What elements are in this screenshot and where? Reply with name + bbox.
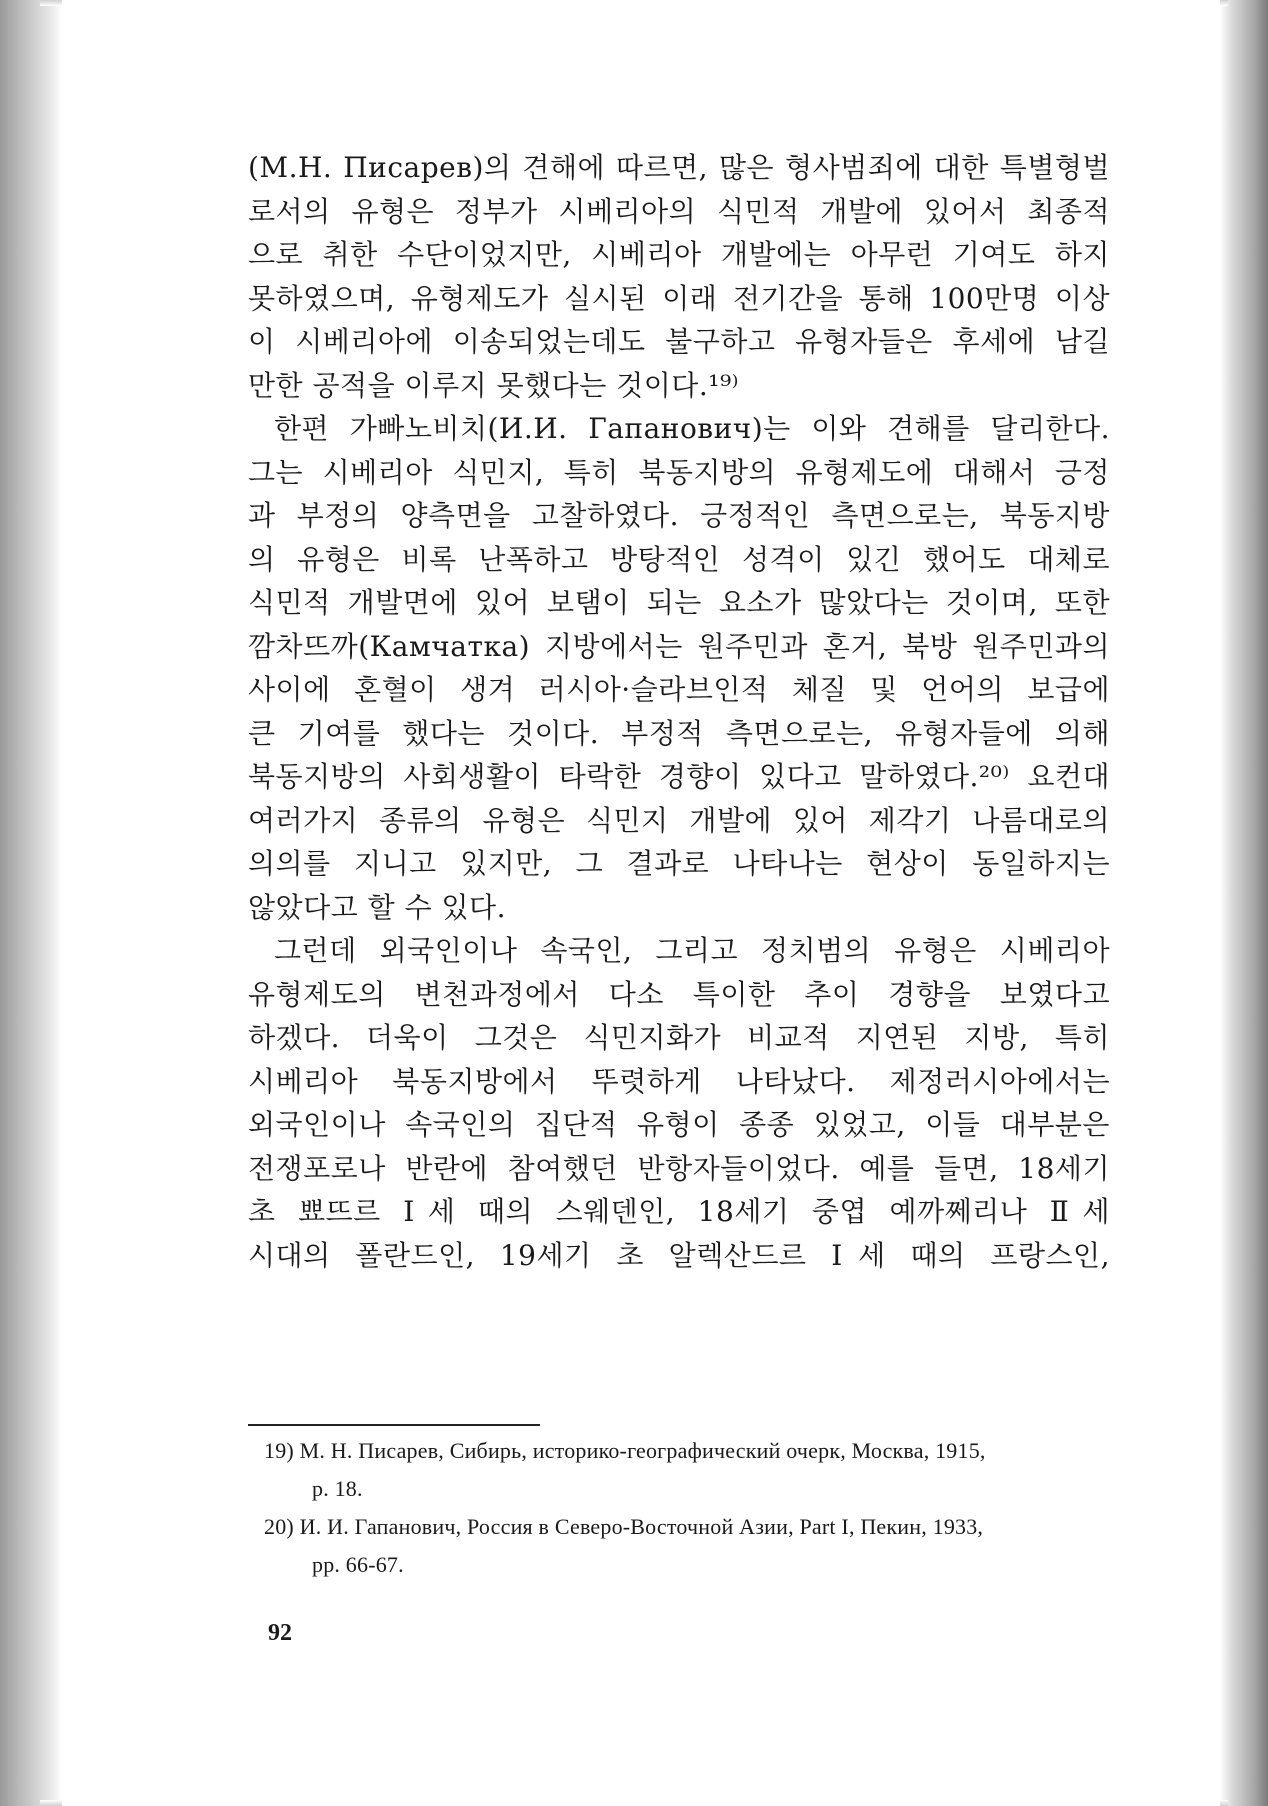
body-line: 이 시베리아에 이송되었는데도 불구하고 유형자들은 후세에 남길 bbox=[248, 325, 1110, 358]
footnote-text: М. Н. Писарев, Сибирь, историко-географический очерк, Москва, 1915, bbox=[299, 1438, 986, 1463]
body-line: 그는 시베리아 식민지, 특히 북동지방의 유형제도에 대해서 긍정 bbox=[248, 455, 1110, 489]
body-line: 의 유형은 비록 난폭하고 방탕적인 성격이 있긴 했어도 대체로 bbox=[248, 542, 1110, 576]
footnote-20 bbox=[264, 1508, 1110, 1584]
footnote-continuation: pp. 66-67. bbox=[312, 1552, 404, 1577]
body-line: 사이에 혼혈이 생겨 러시아·슬라브인적 체질 및 언어의 보급에 bbox=[248, 673, 1110, 706]
body-line: (М.Н. Писарев)의 견해에 따르면, 많은 형사범죄에 대한 특별형벌 bbox=[248, 151, 1110, 184]
body-line: 북동지방의 사회생활이 타락한 경향이 있다고 말하였다.²⁰⁾ 요컨대 bbox=[248, 760, 1110, 793]
footnote-text: И. И. Гапанович, Россия в Северо-Восточной Азии, Part I, Пекин, 1933, bbox=[299, 1514, 984, 1539]
body-line: 의의를 지니고 있지만, 그 결과로 나타나는 현상이 동일하지는 bbox=[248, 847, 1110, 880]
book-spine-shadow bbox=[0, 0, 62, 1806]
body-line: 않았다고 할 수 있다. bbox=[248, 890, 506, 924]
footnotes bbox=[264, 1432, 1110, 1584]
body-line: 못하였으며, 유형제도가 실시된 이래 전기간을 통해 100만명 이상 bbox=[248, 281, 1110, 315]
body-line: 한편 가빠노비치(И.И. Гапанович)는 이와 견해를 달리한다. bbox=[274, 412, 1110, 445]
body-line: 시베리아 북동지방에서 뚜렷하게 나타났다. 제정러시아에서는 bbox=[248, 1064, 1110, 1098]
body-line: 초 뾰뜨르 Ⅰ세 때의 스웨덴인, 18세기 중엽 예까쩨리나 Ⅱ세 bbox=[248, 1195, 1110, 1228]
body-line: 유형제도의 변천과정에서 다소 특이한 추이 경향을 보였다고 bbox=[248, 977, 1110, 1011]
footnote-19 bbox=[264, 1432, 1110, 1508]
body-line: 여러가지 종류의 유형은 식민지 개발에 있어 제각기 나름대로의 bbox=[248, 803, 1110, 837]
body-line: 외국인이나 속국인의 집단적 유형이 종종 있었고, 이들 대부분은 bbox=[248, 1108, 1110, 1141]
footnote-line bbox=[264, 1508, 1110, 1546]
body-line: 하겠다. 더욱이 그것은 식민지화가 비교적 지연된 지방, 특히 bbox=[248, 1021, 1110, 1054]
footnote-marker: 20) bbox=[264, 1514, 294, 1539]
footnote-continuation: p. 18. bbox=[312, 1476, 363, 1501]
body-line: 깜차뜨까(Камчатка) 지방에서는 원주민과 혼거, 북방 원주민과의 bbox=[248, 629, 1110, 663]
body-line: 그런데 외국인이나 속국인, 그리고 정치범의 유형은 시베리아 bbox=[274, 934, 1110, 967]
body-line: 만한 공적을 이루지 못했다는 것이다.¹⁹⁾ bbox=[248, 368, 740, 402]
body-line: 으로 취한 수단이었지만, 시베리아 개발에는 아무런 기여도 하지 bbox=[248, 238, 1110, 271]
page-number: 92 bbox=[268, 1620, 292, 1646]
footnote-line bbox=[264, 1432, 1110, 1470]
body-line: 전쟁포로나 반란에 참여했던 반항자들이었다. 예를 들면, 18세기 bbox=[248, 1151, 1110, 1185]
body-line: 큰 기여를 했다는 것이다. 부정적 측면으로는, 유형자들에 의해 bbox=[248, 716, 1110, 750]
body-line: 시대의 폴란드인, 19세기 초 알렉산드르 Ⅰ세 때의 프랑스인, bbox=[248, 1238, 1110, 1272]
page-edge-shadow bbox=[1220, 0, 1268, 1806]
body-line: 식민적 개발면에 있어 보탬이 되는 요소가 많았다는 것이며, 또한 bbox=[248, 586, 1110, 619]
footnote-marker: 19) bbox=[264, 1438, 294, 1463]
body-line: 과 부정의 양측면을 고찰하였다. 긍정적인 측면으로는, 북동지방 bbox=[248, 499, 1110, 532]
body-line: 로서의 유형은 정부가 시베리아의 식민적 개발에 있어서 최종적 bbox=[248, 194, 1110, 228]
footnote-separator bbox=[248, 1424, 540, 1426]
body-text bbox=[248, 146, 1110, 1277]
